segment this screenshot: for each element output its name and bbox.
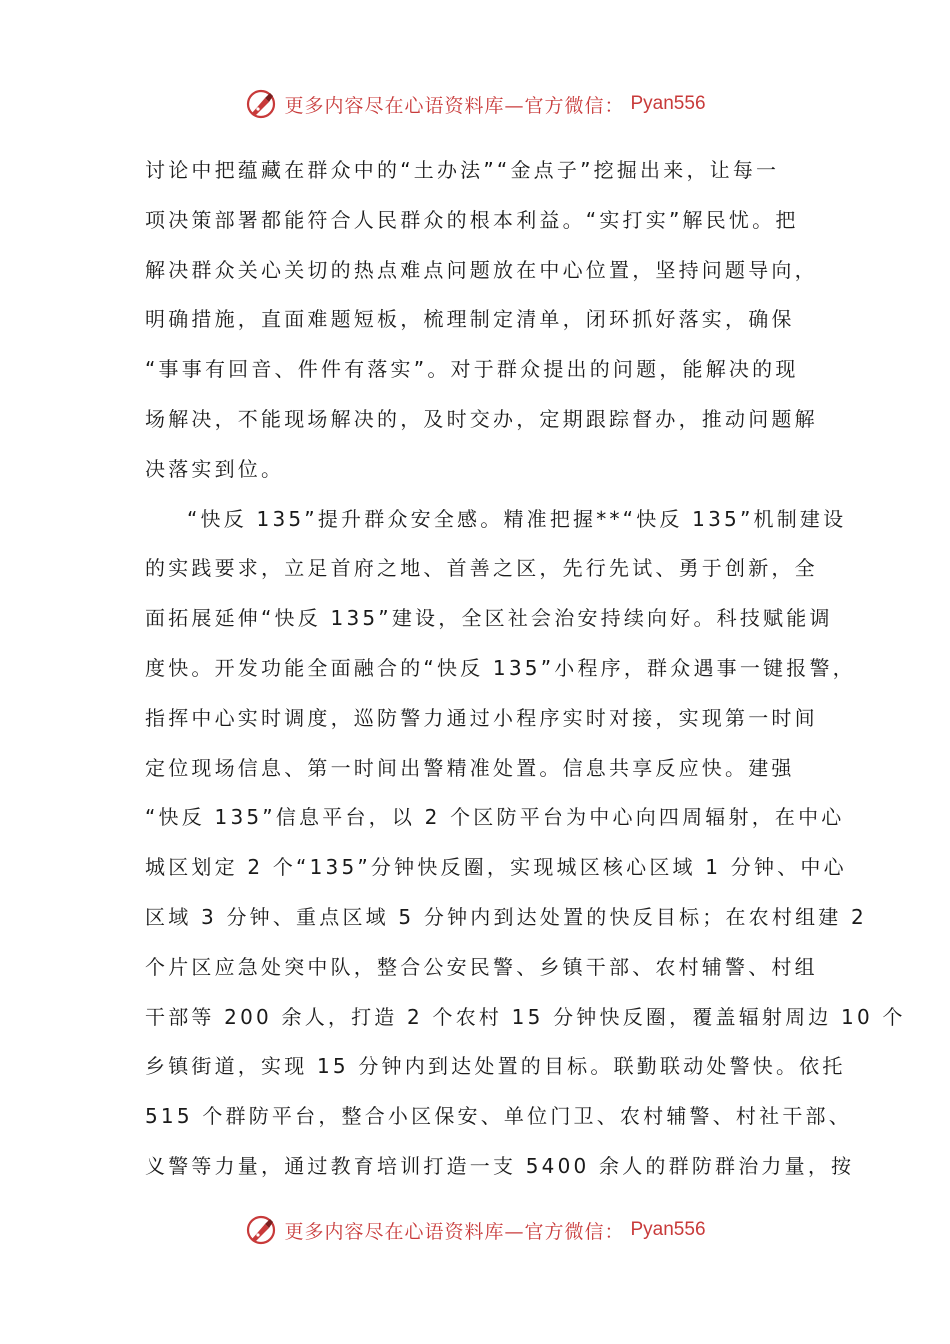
footer-banner [0, 1208, 950, 1252]
body-line: “快反 135”信息平台，以 2 个区防平台为中心向四周辐射，在中心 [145, 805, 845, 830]
body-line: 定位现场信息、第一时间出警精准处置。信息共享反应快。建强 [145, 755, 795, 780]
pen-nib-icon [244, 87, 278, 121]
footer-wechat-id: Pyan556 [630, 1219, 706, 1240]
paragraph-start-line: “快反 135”提升群众安全感。精准把握**“快反 135”机制建设 [187, 506, 847, 531]
body-line: 明确措施，直面难题短板，梳理制定清单，闭环抓好落实，确保 [145, 307, 795, 332]
body-line: 指挥中心实时调度，巡防警力通过小程序实时对接，实现第一时间 [145, 705, 818, 730]
header-banner-text: 更多内容尽在心语资料库—官方微信： [284, 94, 625, 117]
body-line: 515 个群防平台，整合小区保安、单位门卫、农村辅警、村社干部、 [145, 1104, 852, 1129]
body-line: 个片区应急处突中队，整合公安民警、乡镇干部、农村辅警、村组 [145, 954, 818, 979]
body-line: “事事有回音、件件有落实”。对于群众提出的问题，能解决的现 [145, 357, 799, 382]
header-banner [0, 82, 950, 126]
body-line: 解决群众关心关切的热点难点问题放在中心位置，坚持问题导向， [145, 257, 818, 282]
header-wechat-id: Pyan556 [630, 93, 706, 114]
body-line: 的实践要求，立足首府之地、首善之区，先行先试、勇于创新，全 [145, 556, 818, 581]
body-line: 度快。开发功能全面融合的“快反 135”小程序，群众遇事一键报警， [145, 655, 856, 680]
body-line: 讨论中把蕴藏在群众中的“土办法”“金点子”挖掘出来，让每一 [145, 158, 780, 182]
body-line: 义警等力量，通过教育培训打造一支 5400 余人的群防群治力量，按 [145, 1153, 855, 1178]
body-line: 城区划定 2 个“135”分钟快反圈，实现城区核心区域 1 分钟、中心 [145, 855, 847, 880]
body-line: 面拓展延伸“快反 135”建设，全区社会治安持续向好。科技赋能调 [145, 606, 833, 631]
body-line: 决落实到位。 [145, 456, 285, 481]
body-line: 项决策部署都能符合人民群众的根本利益。“实打实”解民忧。把 [145, 207, 799, 232]
pen-nib-icon [244, 1213, 278, 1247]
body-line: 区域 3 分钟、重点区域 5 分钟内到达处置的快反目标；在农村组建 2 [145, 904, 867, 929]
body-line: 干部等 200 余人，打造 2 个农村 15 分钟快反圈，覆盖辐射周边 10 个 [145, 1004, 906, 1029]
body-line: 乡镇街道，实现 15 分钟内到达处置的目标。联勤联动处警快。依托 [145, 1054, 846, 1079]
body-line: 场解决，不能现场解决的，及时交办，定期跟踪督办，推动问题解 [145, 406, 818, 431]
footer-banner-text: 更多内容尽在心语资料库—官方微信： [284, 1220, 625, 1243]
document-body [145, 146, 906, 1192]
